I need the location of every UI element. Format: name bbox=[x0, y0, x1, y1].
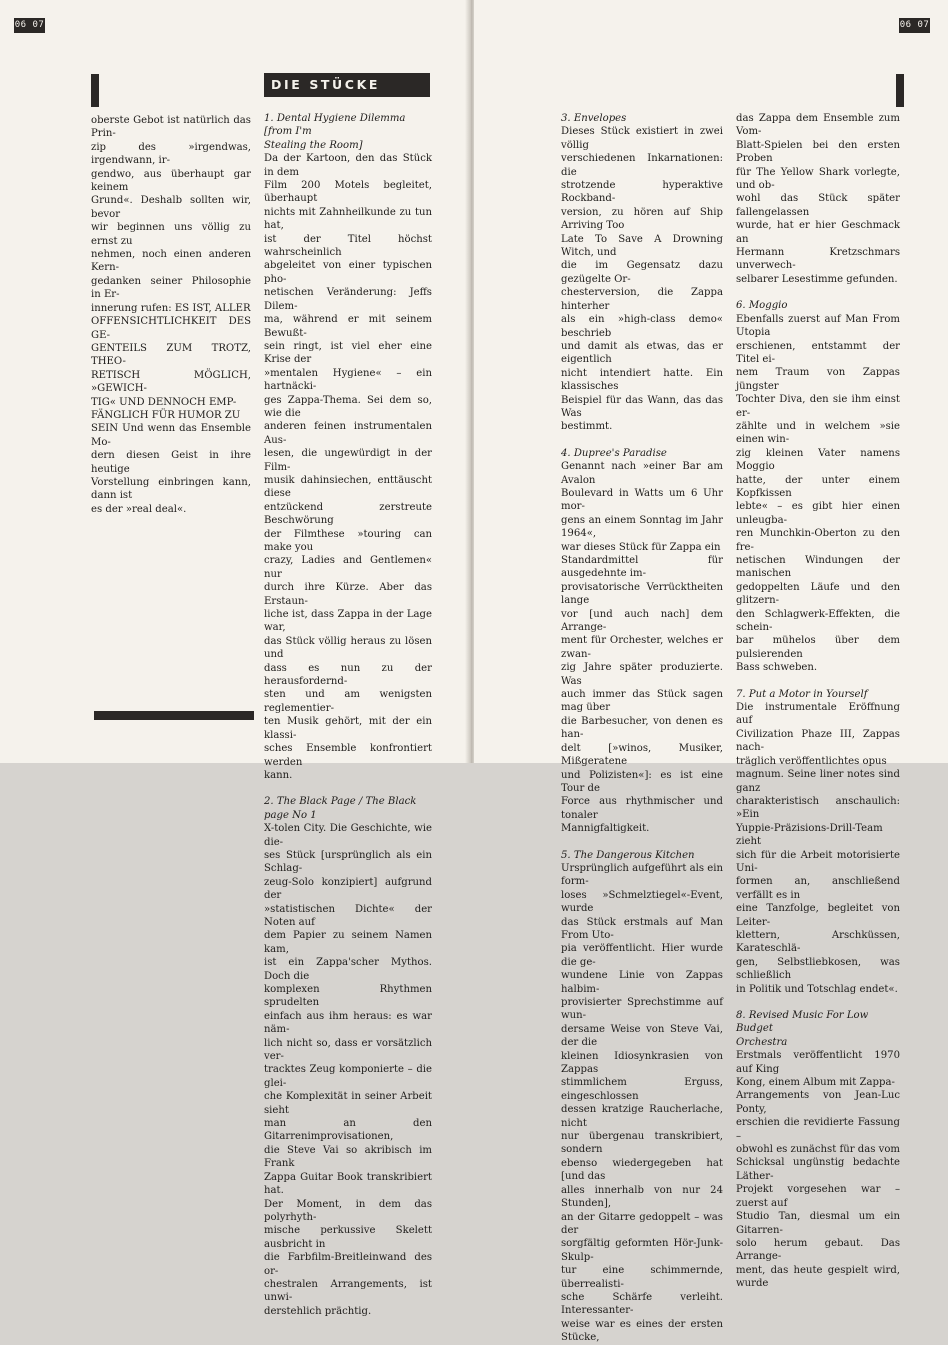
text-line: wundene Linie von Zappas halbim- bbox=[561, 970, 723, 995]
text-line: FÄNGLICH FÜR HUMOR ZU bbox=[91, 409, 241, 421]
text-line: 6. Moggio bbox=[736, 300, 788, 312]
text-line: delt [»winos, Musiker, Mißgeratene bbox=[561, 742, 723, 768]
text-line: Boulevard in Watts um 6 Uhr mor- bbox=[561, 487, 723, 513]
text-line: Mannigfaltigkeit. bbox=[561, 823, 650, 835]
text-line: solo herum gebaut. Das Arrange- bbox=[736, 1237, 900, 1263]
text-line: als ein »high-class demo« beschrieb bbox=[561, 314, 723, 339]
text-line: chestralen Arrangements, ist unwi- bbox=[264, 1278, 432, 1304]
piece-text-6 bbox=[736, 313, 900, 675]
text-line: lich nicht so, dass er vorsätzlich ver- bbox=[264, 1037, 432, 1063]
text-line: netischen Veränderung: Jeffs Dilem- bbox=[264, 287, 432, 312]
text-line: das Stück erstmals auf Man From Uto- bbox=[561, 916, 723, 941]
text-line: einfach aus ihm heraus: es war näm- bbox=[264, 1010, 432, 1036]
decorative-bar-left bbox=[91, 74, 99, 107]
text-line: lesen, die ungewürdigt in der Film- bbox=[264, 448, 432, 473]
text-line: Film 200 Motels begleitet, überhaupt bbox=[264, 180, 432, 205]
text-line: Beispiel für das Wann, das das Was bbox=[561, 394, 723, 419]
text-line: che Komplexität in seiner Arbeit sieht bbox=[264, 1091, 432, 1116]
text-line: Ebenfalls zuerst auf Man From Utopia bbox=[736, 313, 900, 339]
intro-paragraph bbox=[91, 114, 251, 516]
text-line: Studio Tan, diesmal um ein Gitarren- bbox=[736, 1211, 900, 1236]
text-line: nicht intendiert hatte. Ein klassisches bbox=[561, 367, 723, 393]
piece-title-7 bbox=[736, 688, 900, 701]
text-line: nur übergenau transkribiert, sondern bbox=[561, 1131, 723, 1156]
text-line: 3. Envelopes bbox=[561, 113, 627, 124]
text-line: lebte« – es gibt hier einen unleugba- bbox=[736, 501, 900, 526]
piece-text-5 bbox=[561, 862, 723, 1345]
text-line: hatte, der unter einem Kopfkissen bbox=[736, 474, 900, 499]
text-line: die Steve Vai so akribisch im Frank bbox=[264, 1144, 432, 1170]
text-line: obwohl es zunächst für das vom bbox=[736, 1144, 900, 1156]
text-line: sches Ensemble konfrontiert werden bbox=[264, 743, 432, 768]
text-line: eine Tanzfolge, begleitet von Leiter- bbox=[736, 903, 900, 928]
text-line: zig kleinen Vater namens Moggio bbox=[736, 447, 900, 473]
text-line: chesterversion, die Zappa hinterher bbox=[561, 287, 723, 312]
text-line: pia veröffentlicht. Hier wurde die ge- bbox=[561, 943, 723, 968]
text-line: ment, das heute gespielt wird, wurde bbox=[736, 1264, 900, 1290]
text-line: 1. Dental Hygiene Dilemma [from I'm bbox=[264, 113, 406, 138]
text-line: SEIN Und wenn das Ensemble Mo- bbox=[91, 423, 251, 448]
text-line: Kong, einem Album mit Zappa- bbox=[736, 1077, 895, 1089]
text-line: sorgfältig geformten Hör-Junk-Skulp- bbox=[561, 1238, 723, 1263]
text-line: Erstmals veröffentlicht 1970 auf King bbox=[736, 1050, 900, 1075]
text-line: Schicksal ungünstig bedachte Läther- bbox=[736, 1157, 900, 1182]
text-line: Yuppie-Präzisions-Drill-Team zieht bbox=[736, 822, 883, 848]
text-line: 5. The Dangerous Kitchen bbox=[561, 849, 695, 861]
text-line: dessen kratzige Raucherlache, nicht bbox=[561, 1104, 723, 1129]
decorative-bar-right bbox=[896, 74, 904, 107]
text-line: mische perkussive Skelett ausbricht in bbox=[264, 1225, 432, 1250]
text-line: man an den Gitarrenimprovisationen, bbox=[264, 1118, 432, 1143]
text-line: GENTEILS ZUM TROTZ, THEO- bbox=[91, 342, 251, 368]
text-line: Genannt nach »einer Bar am Avalon bbox=[561, 461, 723, 486]
text-line: ges Zappa-Thema. Sei dem so, wie die bbox=[264, 394, 432, 419]
text-line: nichts mit Zahnheilkunde zu tun hat, bbox=[264, 206, 432, 232]
text-line: der Filmthese »touring can make you bbox=[264, 528, 432, 553]
text-line: magnum. Seine liner notes sind ganz bbox=[736, 769, 900, 794]
text-line: nem Traum von Zappas jüngster bbox=[736, 367, 900, 392]
text-line: ist ein Zappa'scher Mythos. Doch die bbox=[264, 957, 432, 982]
pieces-column-3 bbox=[736, 112, 900, 1291]
text-line: dem Papier zu seinem Namen kam, bbox=[264, 930, 432, 955]
text-line: Dieses Stück existiert in zwei völlig bbox=[561, 126, 723, 151]
text-line: Tochter Diva, den sie ihm einst er- bbox=[736, 394, 900, 419]
text-line: Standardmittel für ausgedehnte im- bbox=[561, 555, 723, 580]
text-line: abgeleitet von einer typischen pho- bbox=[264, 260, 432, 285]
right-page bbox=[474, 0, 948, 1344]
text-line: Vorstellung einbringen kann, dann ist bbox=[91, 476, 251, 502]
text-line: in Politik und Totschlag endet«. bbox=[736, 983, 898, 995]
text-line: bestimmt. bbox=[561, 421, 613, 433]
pieces-column-1 bbox=[264, 112, 432, 1318]
text-line: verschiedenen Inkarnationen: die bbox=[561, 153, 723, 178]
pieces-column-2 bbox=[561, 112, 723, 1345]
text-line: kann. bbox=[264, 769, 293, 781]
text-line: für The Yellow Shark vorlegte, und ob- bbox=[736, 166, 900, 192]
page-number-right: 06 07 bbox=[899, 18, 930, 33]
text-line: 2. The Black Page / The Black page No 1 bbox=[264, 796, 417, 821]
text-line: Arrangements von Jean-Luc Ponty, bbox=[736, 1090, 900, 1115]
section-heading: DIE STÜCKE bbox=[264, 73, 430, 97]
text-line: Orchestra bbox=[736, 1036, 788, 1048]
text-line: kleinen Idiosynkrasien von Zappas bbox=[561, 1050, 723, 1076]
piece-title-2 bbox=[264, 795, 432, 822]
piece-text-3 bbox=[561, 125, 723, 433]
text-line: provisatorische Verrücktheiten lange bbox=[561, 581, 723, 607]
text-line: Hermann Kretzschmars unverwech- bbox=[736, 247, 900, 272]
text-line: netischen Windungen der manischen bbox=[736, 555, 900, 580]
text-line: Stealing the Room] bbox=[264, 139, 363, 151]
text-line: alles innerhalb von nur 24 Stunden], bbox=[561, 1184, 723, 1210]
piece-text-7 bbox=[736, 701, 900, 996]
text-line: dersame Weise von Steve Vai, der die bbox=[561, 1023, 723, 1049]
text-line: Grund«. Deshalb sollten wir, bevor bbox=[91, 195, 251, 220]
text-line: derstehlich prächtig. bbox=[264, 1305, 372, 1317]
text-line: gens an einem Sonntag im Jahr 1964«, bbox=[561, 514, 723, 540]
text-line: TIG« UND DENNOCH EMP- bbox=[91, 396, 237, 408]
text-line: ment für Orchester, welches er zwan- bbox=[561, 635, 723, 660]
text-line: das Zappa dem Ensemble zum Vom- bbox=[736, 113, 900, 138]
piece-text-8 bbox=[736, 1049, 900, 1290]
piece-text-4 bbox=[561, 460, 723, 835]
text-line: den Schlagwerk-Effekten, die schein- bbox=[736, 608, 900, 634]
text-line: Projekt vorgesehen war – zuerst auf bbox=[736, 1184, 900, 1209]
text-line: loses »Schmelztiegel«-Event, wurde bbox=[561, 889, 723, 915]
text-line: strotzende hyperaktive Rockband- bbox=[561, 180, 723, 205]
text-line: es der »real deal«. bbox=[91, 503, 187, 515]
text-line: vor [und auch nach] dem Arrange- bbox=[561, 608, 723, 634]
text-line: tur eine schimmernde, überrealisti- bbox=[561, 1265, 723, 1290]
text-line: charakteristisch anschaulich: »Ein bbox=[736, 795, 900, 821]
text-line: Ursprünglich aufgeführt als ein form- bbox=[561, 862, 723, 888]
text-line: X-tolen City. Die Geschichte, wie die- bbox=[264, 823, 432, 848]
text-line: Zappa Guitar Book transkribiert hat. bbox=[264, 1171, 432, 1197]
text-line: sein ringt, ist viel eher eine Krise der bbox=[264, 340, 432, 366]
text-line: provisierter Sprechstimme auf wun- bbox=[561, 997, 723, 1022]
text-line: gedoppelten Läufe und den glitzern- bbox=[736, 581, 900, 607]
text-line: war dieses Stück für Zappa ein bbox=[561, 541, 721, 553]
text-line: ren Munchkin-Oberton zu den fre- bbox=[736, 528, 900, 553]
text-line: gendwo, aus überhaupt gar keinem bbox=[91, 168, 251, 194]
text-line: Die instrumentale Eröffnung auf bbox=[736, 702, 900, 727]
piece-text-1 bbox=[264, 152, 432, 782]
text-line: wurde, hat er hier Geschmack an bbox=[736, 220, 900, 245]
text-line: formen an, anschließend verfällt es in bbox=[736, 876, 900, 901]
intro-column bbox=[91, 114, 251, 516]
page-number-left: 06 07 bbox=[14, 18, 45, 33]
left-page bbox=[0, 0, 468, 1317]
text-line: ten Musik gehört, mit der ein klassi- bbox=[264, 716, 432, 741]
text-line: durch ihre Kürze. Aber das Erstaun- bbox=[264, 582, 432, 607]
text-line: auch immer das Stück sagen mag über bbox=[561, 689, 723, 714]
text-line: zig Jahre später produzierte. Was bbox=[561, 662, 723, 687]
text-line: die Barbesucher, von denen es han- bbox=[561, 715, 723, 741]
piece-title-8 bbox=[736, 1009, 900, 1049]
text-line: Der Moment, in dem das polyrhyth- bbox=[264, 1198, 432, 1223]
text-line: 8. Revised Music For Low Budget bbox=[736, 1010, 869, 1035]
text-line: zeug-Solo konzipiert] aufgrund der bbox=[264, 876, 432, 902]
text-line: sich für die Arbeit motorisierte Uni- bbox=[736, 849, 900, 874]
text-line: 4. Dupree's Paradise bbox=[561, 447, 667, 459]
text-line: Blatt-Spielen bei den ersten Proben bbox=[736, 139, 900, 165]
piece-title-4 bbox=[561, 447, 723, 460]
text-line: Civilization Phaze III, Zappas nach- bbox=[736, 728, 900, 754]
text-line: wohl das Stück später fallengelassen bbox=[736, 193, 900, 218]
text-line: klettern, Arschküssen, Karateschlä- bbox=[736, 929, 900, 955]
text-line: sche Schärfe verleiht. Interessanter- bbox=[561, 1291, 723, 1317]
text-line: sten und am wenigsten reglementier- bbox=[264, 689, 432, 714]
text-line: Bass schweben. bbox=[736, 662, 818, 674]
text-line: OFFENSICHTLICHKEIT DES GE- bbox=[91, 316, 251, 341]
text-line: dern diesen Geist in ihre heutige bbox=[91, 450, 251, 475]
text-line: 7. Put a Motor in Yourself bbox=[736, 688, 868, 700]
text-line: gen, Selbstliebkosen, was schließlich bbox=[736, 956, 900, 982]
piece-text-2 bbox=[264, 822, 432, 1318]
text-line: entzückend zerstreute Beschwörung bbox=[264, 501, 432, 527]
text-line: Da der Kartoon, den das Stück in dem bbox=[264, 153, 432, 178]
text-line: zählte und in welchem »sie einen win- bbox=[736, 420, 900, 446]
text-line: selbarer Lesestimme gefunden. bbox=[736, 273, 898, 285]
text-line: zip des »irgendwas, irgendwann, ir- bbox=[91, 141, 251, 167]
text-line: anderen feinen instrumentalen Aus- bbox=[264, 421, 432, 446]
text-line: die Farbfilm-Breitleinwand des or- bbox=[264, 1252, 432, 1277]
piece-title-3 bbox=[561, 112, 723, 125]
text-line: gedanken seiner Philosophie in Er- bbox=[91, 275, 251, 301]
text-line: komplexen Rhythmen sprudelten bbox=[264, 984, 432, 1009]
text-line: liche ist, dass Zappa in der Lage war, bbox=[264, 609, 432, 634]
piece-title-1 bbox=[264, 112, 432, 152]
text-line: und Polizisten«]: es ist eine Tour de bbox=[561, 769, 723, 794]
text-line: innerung rufen: ES IST, ALLER bbox=[91, 302, 251, 314]
decorative-bar-bottom bbox=[94, 711, 254, 720]
piece-text-5-continued bbox=[736, 112, 900, 286]
text-line: erschien die revidierte Fassung – bbox=[736, 1117, 900, 1142]
text-line: nehmen, noch einen anderen Kern- bbox=[91, 249, 251, 274]
text-line: tracktes Zeug komponierte – die glei- bbox=[264, 1064, 432, 1089]
text-line: oberste Gebot ist natürlich das Prin- bbox=[91, 115, 251, 140]
text-line: crazy, Ladies and Gentlemen« nur bbox=[264, 555, 432, 580]
piece-title-5 bbox=[561, 849, 723, 862]
text-line: träglich veröffentlichtes opus bbox=[736, 755, 887, 767]
text-line: ses Stück [ursprünglich als ein Schlag- bbox=[264, 849, 432, 875]
text-line: an der Gitarre gedoppelt – was der bbox=[561, 1211, 723, 1236]
text-line: wir beginnen uns völlig zu ernst zu bbox=[91, 222, 251, 247]
piece-title-6 bbox=[736, 299, 900, 312]
text-line: RETISCH MÖGLICH, »GEWICH- bbox=[91, 369, 251, 395]
text-line: Force aus rhythmischer und tonaler bbox=[561, 796, 723, 821]
text-line: dass es nun zu der herausfordernd- bbox=[264, 662, 432, 688]
text-line: ma, während er mit seinem Bewußt- bbox=[264, 314, 432, 339]
text-line: die im Gegensatz dazu gezügelte Or- bbox=[561, 260, 723, 285]
text-line: musik dahinsiechen, enttäuscht diese bbox=[264, 474, 432, 500]
text-line: weise war es eines der ersten Stücke, bbox=[561, 1318, 723, 1344]
text-line: »statistischen Dichte« der Noten auf bbox=[264, 903, 432, 928]
text-line: ist der Titel höchst wahrscheinlich bbox=[264, 233, 432, 259]
text-line: und damit als etwas, das er eigentlich bbox=[561, 340, 723, 366]
text-line: ebenso wiedergegeben hat [und das bbox=[561, 1157, 723, 1183]
text-line: Late To Save A Drowning Witch, und bbox=[561, 233, 723, 259]
text-line: erschienen, entstammt der Titel ei- bbox=[736, 340, 900, 365]
text-line: stimmlichem Erguss, eingeschlossen bbox=[561, 1077, 723, 1102]
text-line: bar mühelos über dem pulsierenden bbox=[736, 635, 900, 660]
text-line: »mentalen Hygiene« – ein hartnäcki- bbox=[264, 367, 432, 393]
text-line: version, zu hören auf Ship Arriving Too bbox=[561, 206, 723, 232]
text-line: das Stück völlig heraus zu lösen und bbox=[264, 635, 432, 661]
